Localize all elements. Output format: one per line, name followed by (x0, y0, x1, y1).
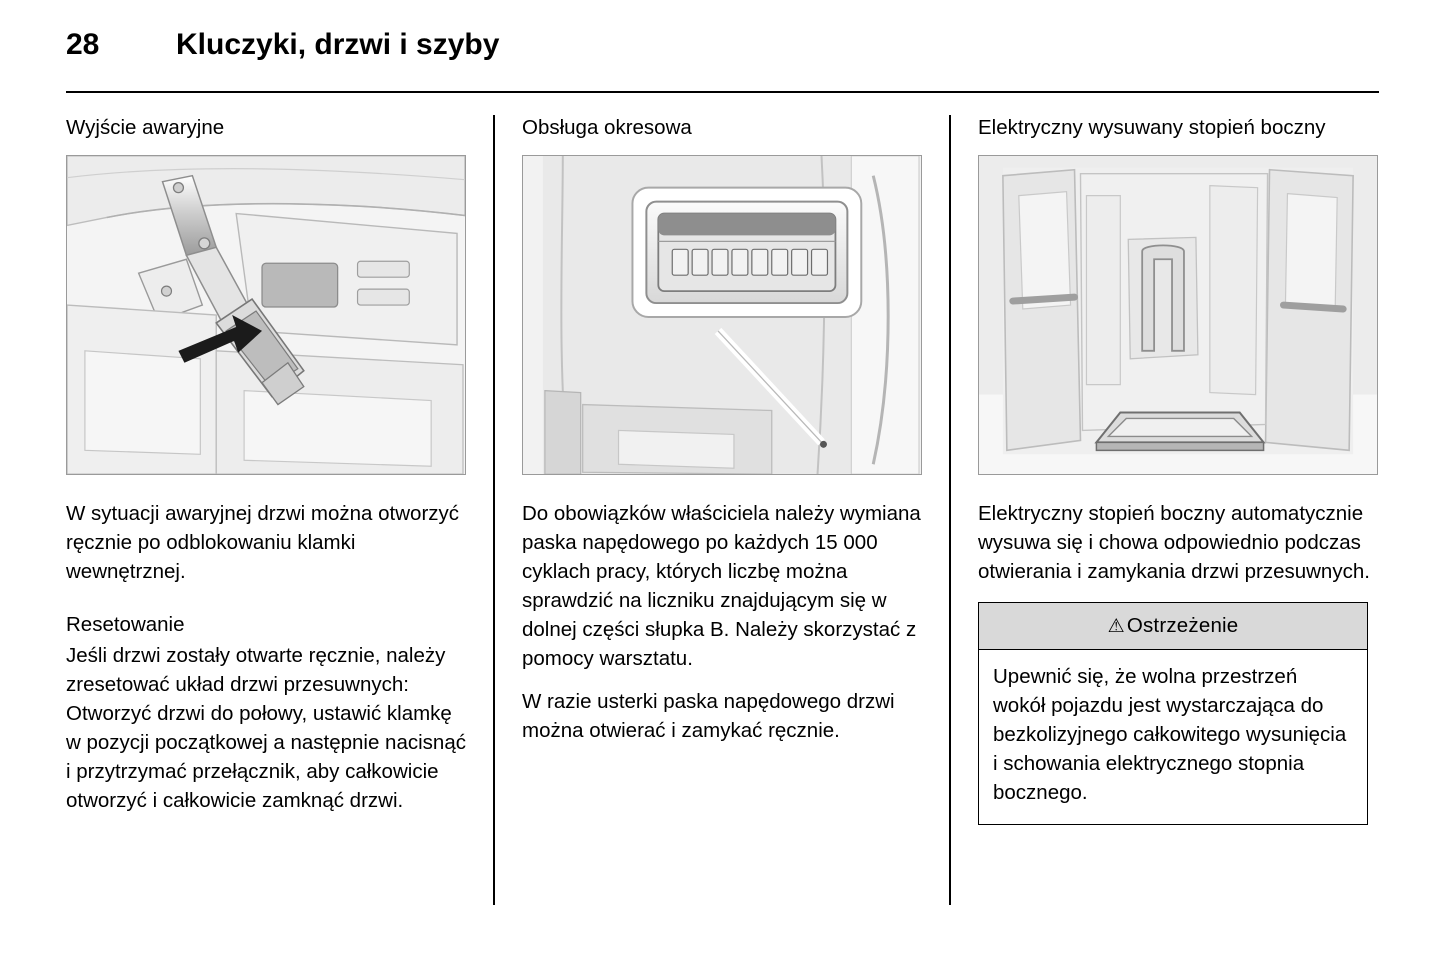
section-title-electric-side-step: Elektryczny wysuwany stopień boczny (978, 116, 1326, 139)
emergency-exit-door-latch-illustration (67, 156, 465, 474)
column-right (978, 115, 1378, 905)
column-divider-1 (493, 115, 495, 905)
column-divider-2-wrap (922, 115, 978, 905)
paragraph-service-belt: Do obowiązków właściciela należy wymiana paska napędowego po każdych 15 000 cyklach pracy, których liczbę można sprawdzić na liczniku znajdującym się w dolnej części słupka B. Należy skorzystać z pomocy warsztatu. (522, 501, 921, 671)
warning-triangle-icon: ⚠ (1107, 615, 1125, 637)
figure-electric-side-step (978, 155, 1378, 475)
column-left (66, 115, 466, 905)
column-divider-1-wrap (466, 115, 522, 905)
content-columns (66, 115, 1379, 905)
warning-title: Ostrzeżenie (1126, 613, 1239, 637)
figure-emergency-exit (66, 155, 466, 475)
paragraph-side-step: Elektryczny stopień boczny automatycznie wysuwa się i chowa odpowiednio podczas otwierania i zamykania drzwi przesuwnych. (978, 501, 1370, 583)
electric-side-step-illustration (979, 156, 1377, 474)
column-middle (522, 115, 922, 905)
column-divider-2 (949, 115, 951, 905)
page-number: 28 (66, 28, 100, 61)
header-divider (66, 91, 1379, 93)
paragraph-reset: Jeśli drzwi zostały otwarte ręcznie, należy zresetować układ drzwi przesuwnych: Otworzyć drzwi do połowy, ustawić klamkę w pozycji początkowej a następnie nacisnąć i przytrzymać przełącznik, aby całkowicie otworzyć i całkowicie zamknąć drzwi. (66, 643, 466, 813)
section-title-emergency-exit: Wyjście awaryjne (66, 116, 225, 139)
subsection-title-reset: Resetowanie (66, 612, 185, 636)
page-header (66, 28, 1379, 90)
section-title-periodic-service: Obsługa okresowa (522, 116, 692, 139)
warning-body: Upewnić się, że wolna przestrzeń wokół pojazdu jest wystarczająca do bezkolizyjnego całkowitego wysunięcia i schowania elektrycznego stopnia bocznego. (993, 664, 1347, 805)
figure-cycle-counter (522, 155, 922, 475)
warning-title-row (979, 603, 1367, 650)
chapter-title: Kluczyki, drzwi i szyby (176, 28, 500, 61)
paragraph-emergency-exit: W sytuacji awaryjnej drzwi można otworzyć ręcznie po odblokowaniu klamki wewnętrznej. (66, 501, 460, 583)
warning-box (978, 602, 1368, 825)
paragraph-belt-failure: W razie usterki paska napędowego drzwi można otwierać i zamykać ręcznie. (522, 690, 895, 743)
b-pillar-cycle-counter-illustration (523, 156, 921, 474)
